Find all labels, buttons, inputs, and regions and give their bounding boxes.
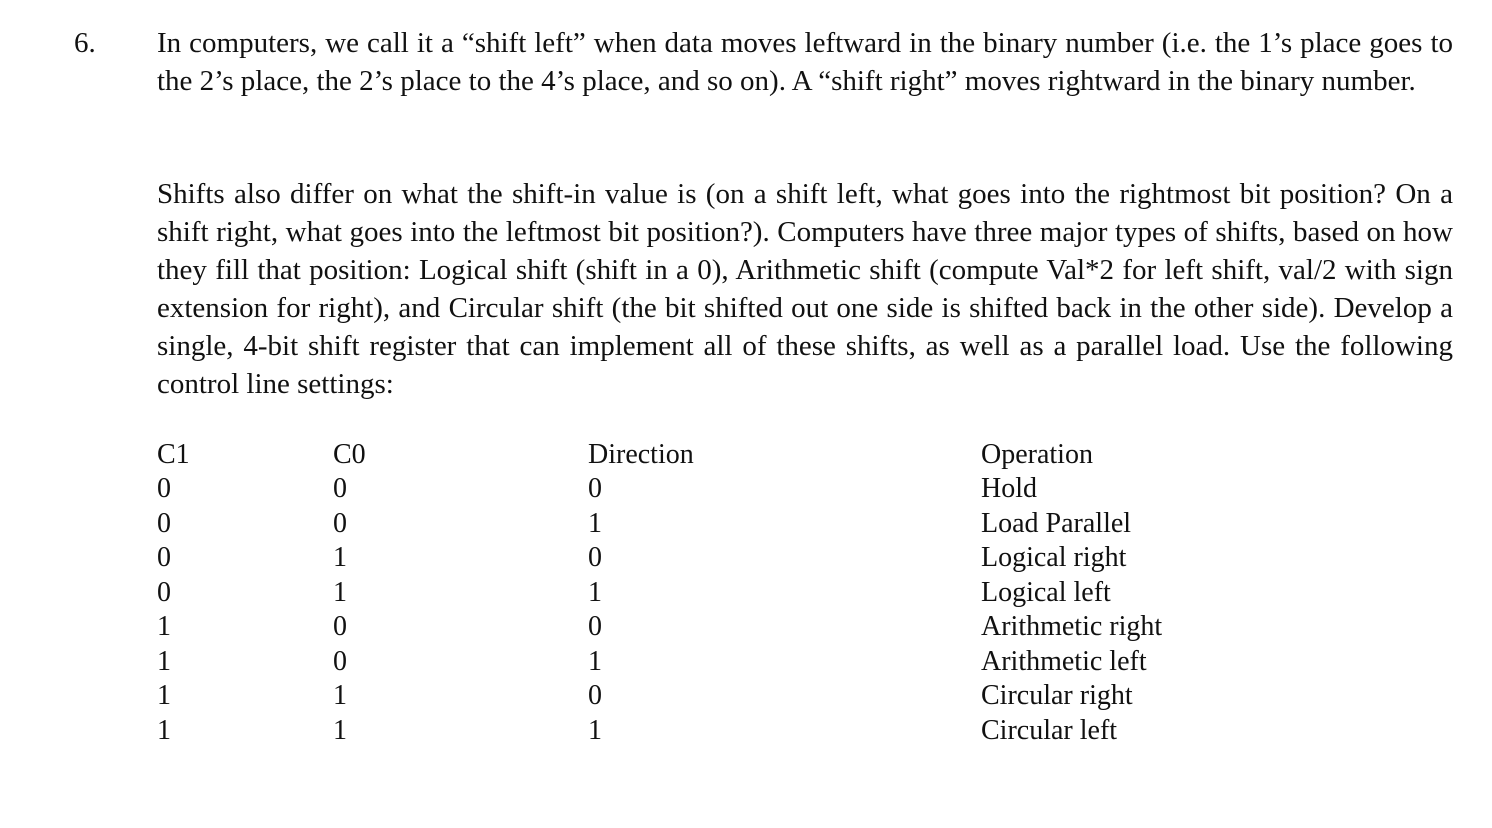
cell-c1: 0 <box>157 507 171 539</box>
cell-operation: Circular left <box>981 714 1118 746</box>
cell-direction: 1 <box>588 645 602 677</box>
table-row <box>157 679 1281 714</box>
cell-c0: 1 <box>333 714 347 746</box>
cell-direction: 1 <box>588 576 602 608</box>
cell-operation: Hold <box>981 473 1037 504</box>
control-line-table <box>157 437 1281 748</box>
cell-direction: 0 <box>588 473 602 504</box>
cell-c0: 0 <box>333 507 347 539</box>
header-c1: C1 <box>157 439 190 470</box>
cell-operation: Logical right <box>981 542 1127 573</box>
cell-c1: 1 <box>157 611 171 642</box>
shift-types-paragraph: Shifts also differ on what the shift-in value is (on a shift left, what goes into the rightmost bit position? On a shift right, what goes into the leftmost bit position?). Computers have three major types of shifts, based on how they fill that position: Logical shift (shift in a 0), Arithmetic shift (compute Val*2 for left shift, val/2 with sign extension for right), and Circular shift (the bit shifted out one side is shifted back in the other side). Develop a single, 4-bit shift register that can implement all of these shifts, as well as a parallel load. Use the following control line settings: <box>157 178 1453 400</box>
cell-c1: 1 <box>157 714 171 746</box>
cell-operation: Arithmetic left <box>981 645 1147 677</box>
cell-operation: Circular right <box>981 680 1133 711</box>
table-row <box>157 645 1281 680</box>
cell-direction: 1 <box>588 714 602 746</box>
cell-c0: 0 <box>333 473 347 504</box>
cell-c1: 1 <box>157 645 171 677</box>
cell-direction: 0 <box>588 680 602 711</box>
cell-direction: 0 <box>588 611 602 642</box>
cell-c0: 1 <box>333 576 347 608</box>
cell-c1: 0 <box>157 542 171 573</box>
cell-c0: 0 <box>333 645 347 677</box>
table-header-row <box>157 437 1281 472</box>
cell-c0: 1 <box>333 680 347 711</box>
header-c0: C0 <box>333 439 366 470</box>
cell-c1: 1 <box>157 680 171 711</box>
cell-direction: 1 <box>588 507 602 539</box>
cell-operation: Logical left <box>981 576 1111 608</box>
header-operation: Operation <box>981 439 1093 470</box>
table-row <box>157 714 1281 749</box>
table-row <box>157 507 1281 542</box>
table-row <box>157 610 1281 645</box>
table-row <box>157 541 1281 576</box>
cell-c1: 0 <box>157 576 171 608</box>
header-direction: Direction <box>588 439 694 470</box>
question-number: 6. <box>74 27 96 59</box>
table-row <box>157 576 1281 611</box>
cell-operation: Load Parallel <box>981 507 1132 539</box>
intro-paragraph: In computers, we call it a “shift left” when data moves leftward in the binary number (i.e. the 1’s place goes to the 2’s place, the 2’s place to the 4’s place, and so on). A “shift right” moves rightward in the binary number. <box>157 27 1453 97</box>
table-row <box>157 472 1281 507</box>
cell-c0: 1 <box>333 542 347 573</box>
cell-operation: Arithmetic right <box>981 611 1163 642</box>
cell-c1: 0 <box>157 473 171 504</box>
cell-c0: 0 <box>333 611 347 642</box>
cell-direction: 0 <box>588 542 602 573</box>
